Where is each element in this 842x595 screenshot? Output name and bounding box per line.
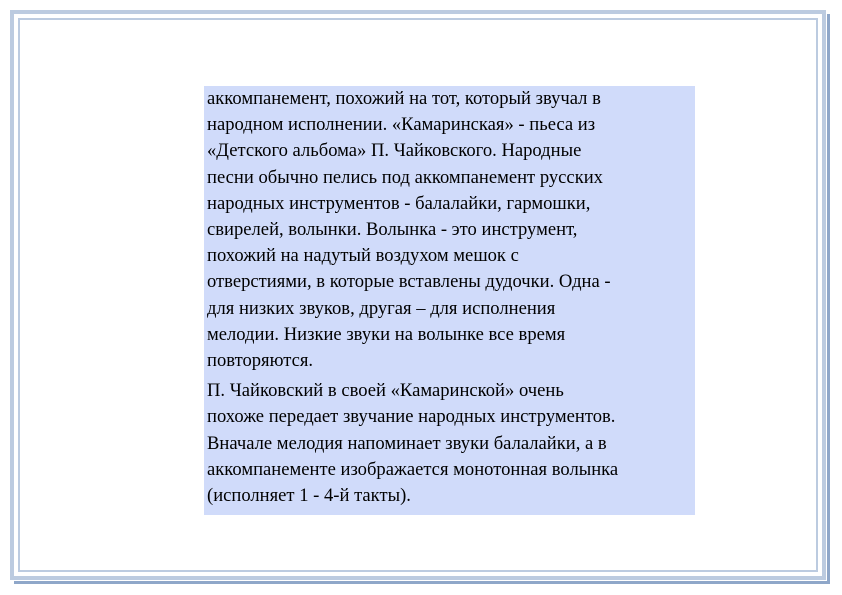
text-line: Вначале мелодия напоминает звуки балалайки, а в: [207, 432, 607, 454]
text-line: повторяются.: [207, 350, 314, 372]
text-line: мелодии. Низкие звуки на волынке все время: [207, 323, 566, 345]
text-line: свирелей, волынки. Волынка - это инструмент,: [207, 219, 578, 241]
text-line: похожий на надутый воздухом мешок с: [207, 245, 519, 267]
text-box: [204, 86, 695, 515]
text-line: «Детского альбома» П. Чайковского. Народные: [207, 140, 582, 162]
text-line: песни обычно пелись под аккомпанемент русских: [207, 166, 603, 188]
text-line: (исполняет 1 - 4-й такты).: [207, 485, 411, 507]
text-line: народных инструментов - балалайки, гармошки,: [207, 192, 591, 214]
text-line: похоже передает звучание народных инструментов.: [207, 406, 616, 428]
text-line: отверстиями, в которые вставлены дудочки. Одна -: [207, 271, 611, 293]
text-line: аккомпанемент, похожий на тот, который звучал в: [207, 88, 601, 109]
text-line: для низких звуков, другая – для исполнения: [207, 297, 556, 319]
text-line: народном исполнении. «Камаринская» - пьеса из: [207, 114, 596, 136]
text-line: П. Чайковский в своей «Камаринской» очень: [207, 380, 564, 402]
paragraph-2: [207, 378, 692, 509]
text-line: аккомпанементе изображается монотонная волынка: [207, 458, 619, 480]
paragraph-1: [207, 86, 692, 374]
